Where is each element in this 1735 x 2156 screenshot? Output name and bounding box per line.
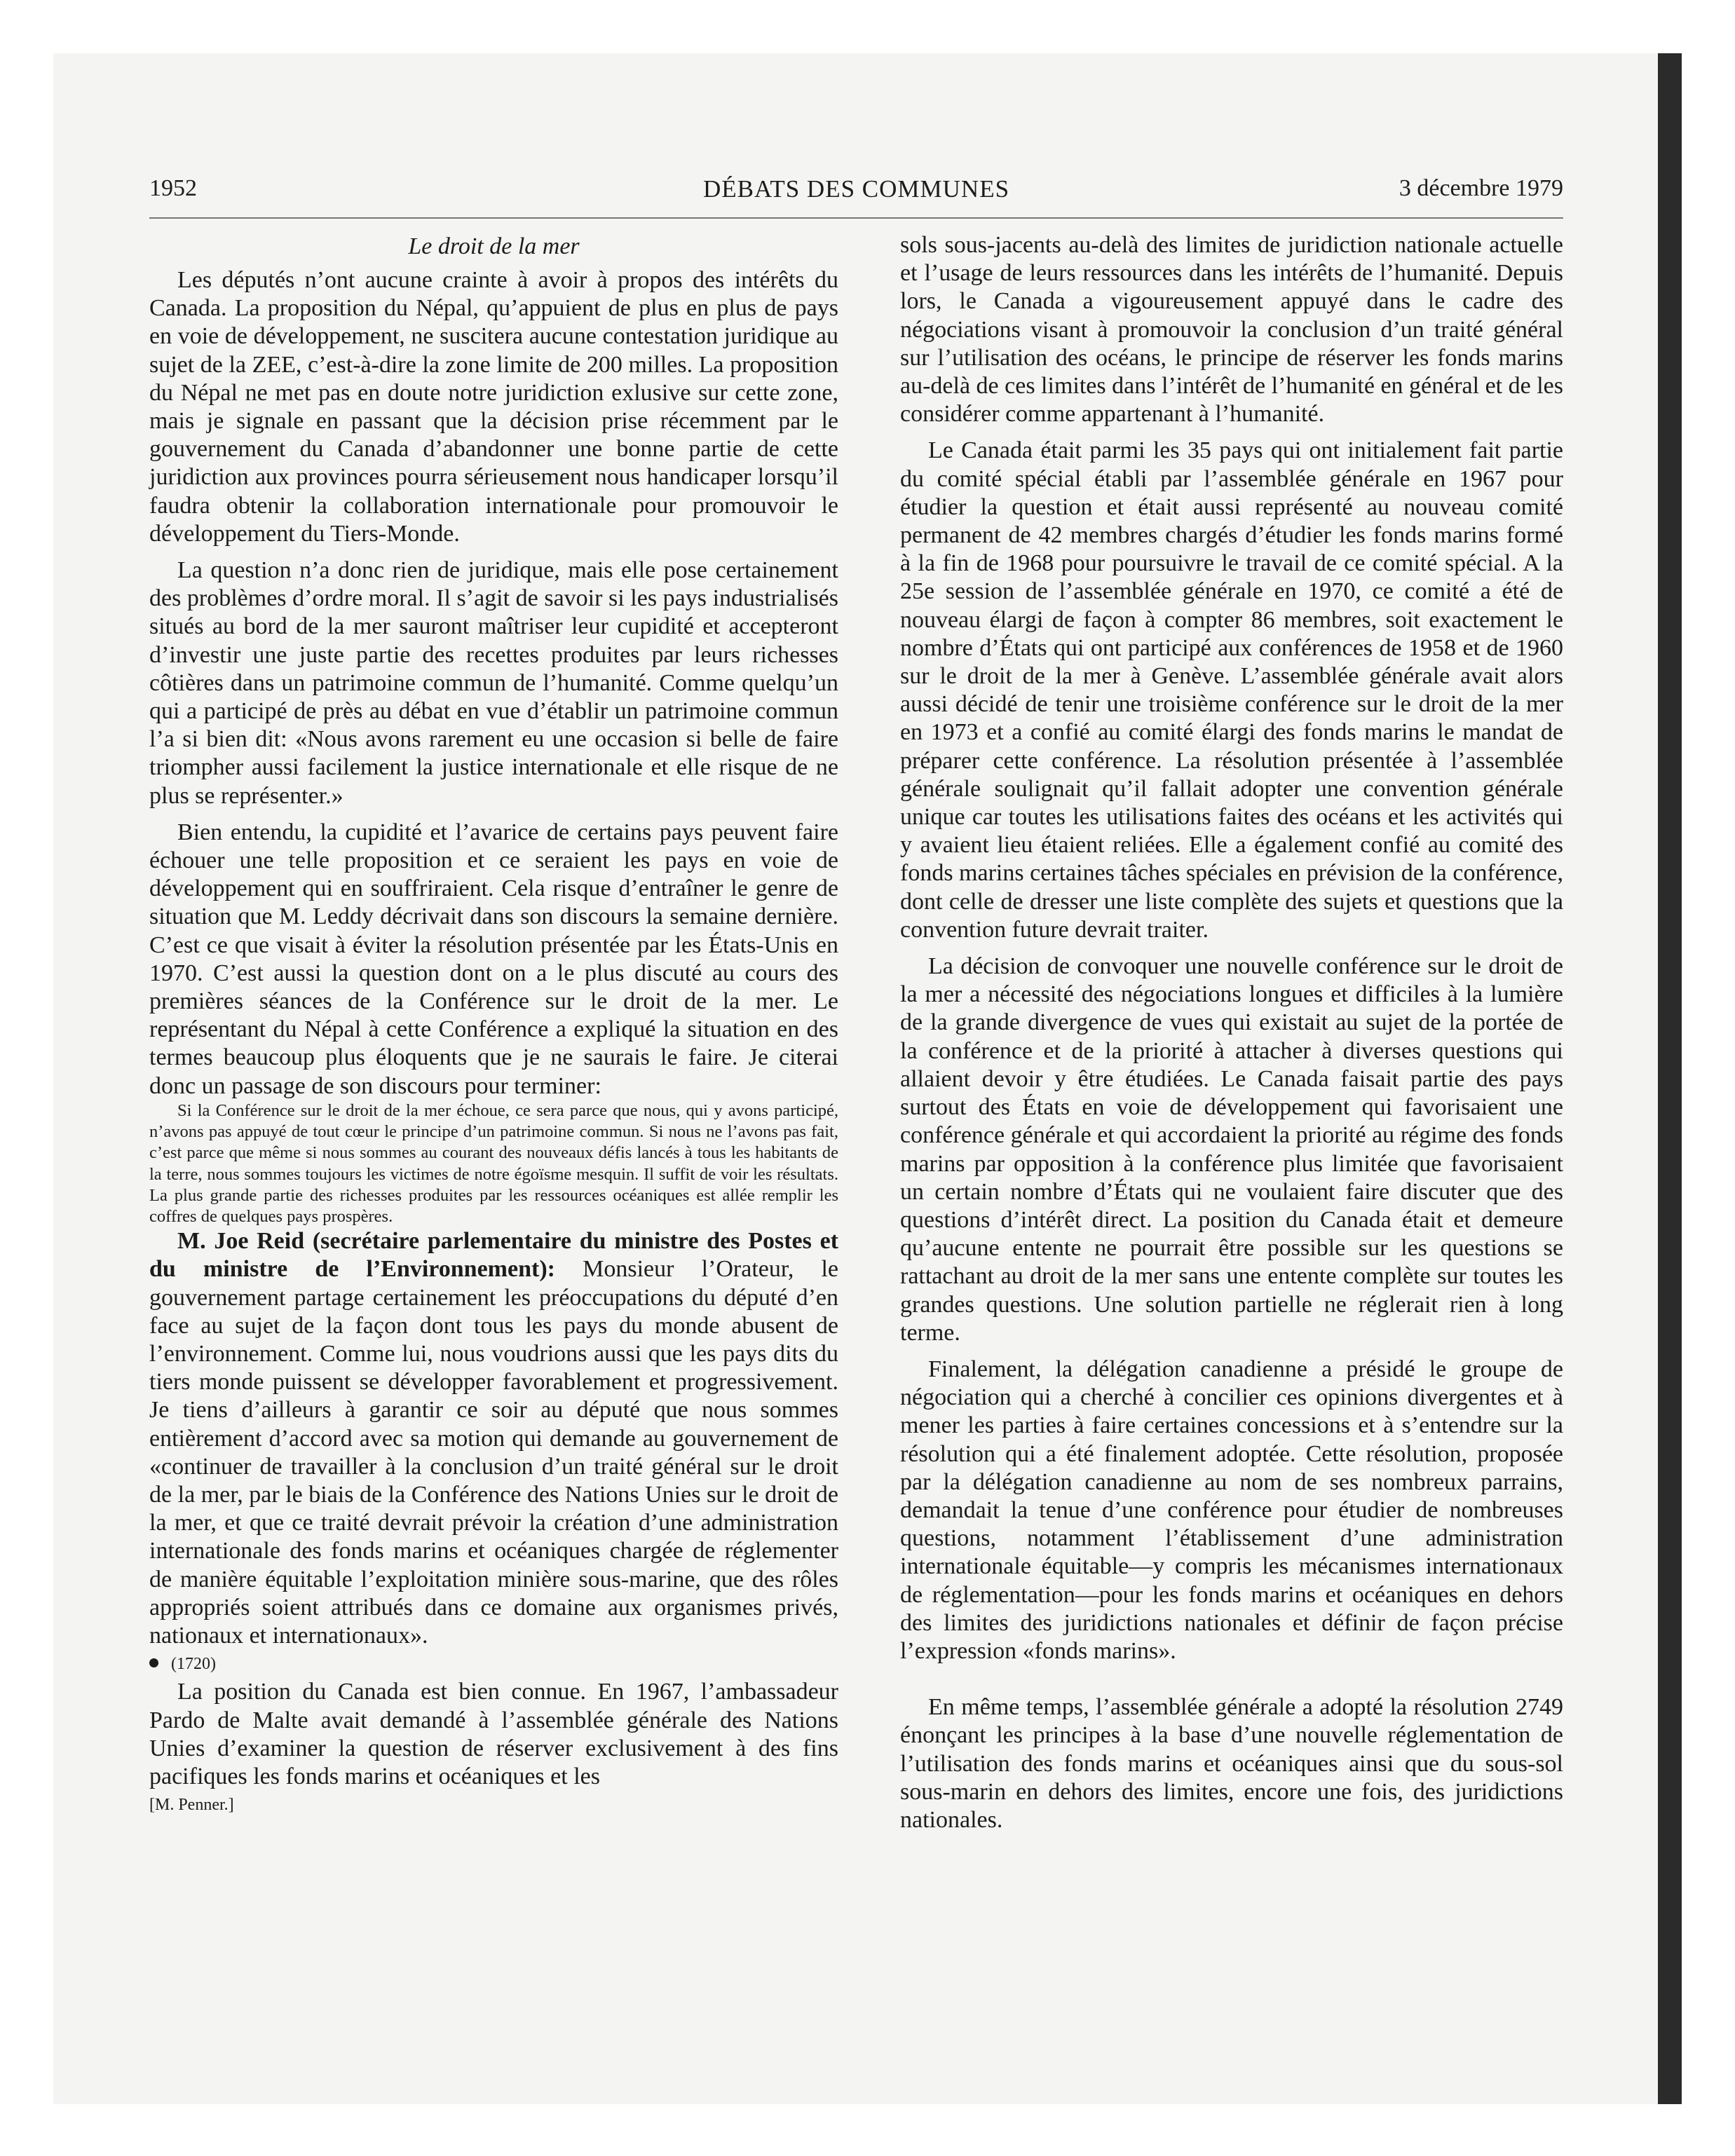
page-header — [149, 175, 1563, 219]
block-quote: Si la Conférence sur le droit de la mer échoue, ce sera parce que nous, qui y avons participé, n’avons pas appuyé de tout cœur le principe d’un patrimoine commun. Si nous ne l’avons pas fait, c’est parce que même si nous sommes au courant des nouveaux défis lancés à tous les habitants de la terre, nous sommes toujours les victimes de notre égoïsme mesquin. Il suffit de voir les résultats. La plus grande partie des richesses produites par les ressources océaniques est allée remplir les coffres de quelques pays prospères. — [149, 1100, 838, 1226]
paragraph: Bien entendu, la cupidité et l’avarice de certains pays peuvent faire échouer une telle proposition et ce seraient les pays en voie de développement qui en souffriraient. Cela risque d’entraîner le genre de situation que M. Leddy décrivait dans son discours la semaine dernière. C’est ce que visait à éviter la résolution présentée par les États-Unis en 1970. C’est aussi la question dont on a le plus discuté au cours des premières séances de la Conférence sur le droit de la mer. Le représentant du Népal à cette Conférence a expliqué la situation en des termes beaucoup plus éloquents que je ne saurais le faire. Je citerai donc un passage de son discours pour terminer: — [149, 819, 838, 1099]
time-marker — [149, 1650, 838, 1678]
scan-edge — [1658, 53, 1682, 2104]
right-column — [900, 231, 1563, 1834]
paragraph: La position du Canada est bien connue. En 1967, l’ambassadeur Pardo de Malte avait demandé à l’assemblée générale des Nations Unies d’examiner la question de réserver exclusivement à des fins pacifiques les fonds marins et océaniques et les — [149, 1679, 838, 1789]
paragraph: En même temps, l’assemblée générale a adopté la résolution 2749 énonçant les principes à la base d’une nouvelle réglementation de l’utilisation des fonds marins et océaniques ainsi que du sous-sol sous-marin en dehors des limites, encore une fois, des juridictions nationales. — [900, 1694, 1563, 1833]
speaker-attribution: [M. Penner.] — [149, 1796, 234, 1815]
page-number: 1952 — [149, 175, 197, 201]
paragraph: Les députés n’ont aucune crainte à avoir à propos des intérêts du Canada. La proposition du Népal, qu’appuient de plus en plus de pays en voie de développement, ne suscitera aucune contestation juridique au sujet de la ZEE, c’est-à-dire la zone limite de 200 milles. La proposition du Népal ne met pas en doute notre juridiction exlusive sur cette zone, mais je signale en passant que la décision prise récemment par le gouvernement du Canada d’abandonner une bonne partie de cette juridiction aux provinces pourra sérieusement nous handicaper lorsqu’il faudra obtenir la collaboration internationale pour promouvoir le développement du Tiers-Monde. — [149, 267, 838, 547]
issue-date: 3 décembre 1979 — [1399, 175, 1563, 201]
publication-title: DÉBATS DES COMMUNES — [702, 175, 1010, 203]
paragraph: Finalement, la délégation canadienne a présidé le groupe de négociation qui a cherché à concilier ces opinions divergentes et à mener les parties à faire certaines concessions et à s’entendre sur la résolution qui a été finalement adoptée. Cette résolution, proposée par la délégation canadienne au nom de ses nombreux parrains, demandait la tenue d’une conférence pour étudier de nombreuses questions, notamment l’établissement d’une administration internationale équitable—y compris les mécanismes internationaux de réglementation—pour les fonds marins et océaniques en dehors des limites des juridictions nationales et définir de façon précise l’expression «fonds marins». — [900, 1356, 1563, 1664]
section-subheading: Le droit de la mer — [408, 233, 580, 259]
speaker-name: M. Joe Reid (secrétaire parlementaire du ministre des Postes et du ministre de l’Environnement): — [149, 1228, 838, 1283]
bullet-icon — [149, 1658, 158, 1667]
speaker-paragraph — [149, 1227, 838, 1650]
paragraph: La question n’a donc rien de juridique, mais elle pose certainement des problèmes d’ordre moral. Il s’agit de savoir si les pays industrialisés situés au bord de la mer sauront maîtriser leur cupidité et accepteront d’investir une juste partie des recettes produites par leurs richesses côtières dans un patrimoine commun de l’humanité. Comme quelqu’un qui a participé de près au débat en vue d’établir un patrimoine commun l’a si bien dit: «Nous avons rarement eu une occasion si belle de faire triompher aussi facilement la justice internationale et elle risque de ne plus se représenter.» — [149, 557, 838, 809]
left-column — [149, 231, 838, 1819]
paragraph: Le Canada était parmi les 35 pays qui ont initialement fait partie du comité spécial établi par l’assemblée générale en 1967 pour étudier la question et était aussi représenté au nouveau comité permanent de 42 membres chargés d’étudier les fonds marins formé à la fin de 1968 pour poursuivre le travail de ce comité spécial. A la 25e session de l’assemblée générale en 1970, ce comité a été de nouveau élargi de façon à compter 86 membres, soit exactement le nombre d’États qui ont participé aux conférences de 1958 et de 1960 sur le droit de la mer à Genève. L’assemblée générale avait alors aussi décidé de tenir une troisième conférence sur le droit de la mer en 1973 et a confié au comité élargi des fonds marins le mandat de préparer cette conférence. La résolution présentée à l’assemblée générale soulignait qu’il fallait adopter une convention générale unique car toutes les utilisations faites des océans et les activités qui y avaient lieu étaient reliées. Elle a également confié au comité des fonds marins certaines tâches spéciales en prévision de la conférence, dont celle de dresser une liste complète des sujets et questions que la convention future devrait traiter. — [900, 437, 1563, 943]
paragraph: sols sous-jacents au-delà des limites de juridiction nationale actuelle et l’usage de leurs ressources dans les intérêts de l’humanité. Depuis lors, le Canada a vigoureusement appuyé dans le cadre des négociations visant à promouvoir la conclusion d’un traité général sur l’utilisation des océans, le principe de réserver les fonds marins au-delà de ces limites dans l’intérêt de l’humanité en général et de les considérer comme appartenant à l’humanité. — [900, 232, 1563, 428]
speech-text: Monsieur l’Orateur, le gouvernement partage certainement les préoccupations du député d’en face au sujet de la façon dont tous les pays du monde abusent de l’environnement. Comme lui, nous voudrions aussi que les pays dits du tiers monde puissent se développer favorablement et progressivement. Je tiens d’ailleurs à garantir ce soir au député que nous sommes entièrement d’accord avec sa motion qui demande au gouvernement de «continuer de travailler à la conclusion d’un traité général sur le droit de la mer, par le biais de la Conférence des Nations Unies sur le droit de la mer, et que ce traité devrait prévoir la création d’une administration internationale des fonds marins et océaniques chargée de réglementer de manière équitable l’exploitation minière sous-marine, que des rôles appropriés soient attribués dans ce domaine aux organismes privés, nationaux et internationaux». — [149, 1256, 839, 1649]
time-marker-text: (1720) — [171, 1655, 216, 1674]
paragraph: La décision de convoquer une nouvelle conférence sur le droit de la mer a nécessité des négociations longues et difficiles à la lumière de la grande divergence de vues qui existait au sujet de la portée de la conférence et de la priorité à attacher à diverses questions qui allaient devoir y être étudiées. Le Canada faisait partie des pays surtout des États en voie de développement qui favorisaient une conférence générale et qui accordaient la priorité au régime des fonds marins par opposition à la conférence plus limitée que favorisaient un certain nombre d’États qui ne voulaient faire discuter que des questions d’intérêt direct. La position du Canada était et demeure qu’aucune entente ne pourrait être possible sur les questions se rattachant au droit de la mer sans une entente complète sur toutes les grandes questions. Une solution partielle ne réglerait rien à long terme. — [900, 953, 1563, 1346]
